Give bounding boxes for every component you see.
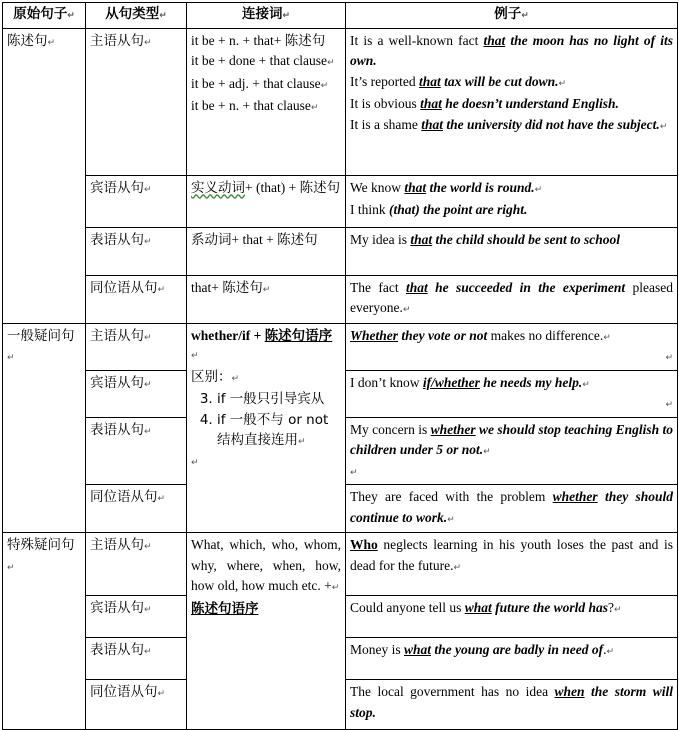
clause-type-cell: 表语从句↵: [86, 227, 187, 275]
header-row: [3, 3, 678, 29]
clause-type-cell: 宾语从句↵: [86, 175, 187, 227]
table-row: [3, 175, 678, 227]
table-row: [3, 275, 678, 323]
connector-cell: it be + n. + that+ 陈述句 it be + done + that clause↵ it be + adj. + that clause↵ it be + n. + that clause↵: [187, 28, 346, 175]
example-cell: Money is what the young are badly in need of.↵: [346, 638, 678, 680]
list-item: 3. if 一般只引导宾从: [217, 389, 341, 410]
example-cell: Whether they vote or not makes no difference.↵ ↵: [346, 323, 678, 370]
example-cell: The fact that he succeeded in the experiment pleased everyone.↵: [346, 275, 678, 323]
grammar-table: [2, 2, 678, 730]
difference-list: [191, 389, 341, 453]
example-cell: Could anyone tell us what future the world has?↵: [346, 596, 678, 638]
example-cell: My concern is whether we should stop teaching English to children under 5 or not.↵ ↵: [346, 417, 678, 485]
clause-type-cell: 主语从句↵: [86, 28, 187, 175]
table-row: [3, 323, 678, 370]
example-cell: We know that the world is round.↵ I think (that) the point are right.: [346, 175, 678, 227]
connector-cell: 系动词+ that + 陈述句: [187, 227, 346, 275]
connector-cell-merged: whether/if + 陈述句语序 ↵ 区别：↵ 3. if 一般只引导宾从 4. if 一般不与 or not 结构直接连用↵ ↵: [187, 323, 346, 533]
table-row: [3, 533, 678, 596]
clause-type-cell: 主语从句↵: [86, 323, 187, 370]
header-connector: 连接词↵: [187, 3, 346, 29]
list-item: 4. if 一般不与 or not 结构直接连用↵: [217, 410, 341, 453]
clause-type-cell: 宾语从句↵: [86, 596, 187, 638]
header-original: 原始句子↵: [3, 3, 86, 29]
connector-cell: 实义动词+ (that) + 陈述句: [187, 175, 346, 227]
group-special-question: 特殊疑问句↵: [3, 533, 86, 730]
header-example: 例子↵: [346, 3, 678, 29]
clause-type-cell: 宾语从句↵: [86, 370, 187, 417]
group-declarative: 陈述句↵: [3, 28, 86, 323]
connector-cell: that+ 陈述句↵: [187, 275, 346, 323]
example-cell: Who neglects learning in his youth loses the past and is dead for the future.↵: [346, 533, 678, 596]
example-cell: They are faced with the problem whether they should continue to work.↵: [346, 485, 678, 533]
table-row: [3, 227, 678, 275]
group-general-question: 一般疑问句↵: [3, 323, 86, 533]
clause-type-cell: 表语从句↵: [86, 417, 187, 485]
connector-cell-merged: What, which, who, whom, why, where, when, how, how old, how much etc. +↵ 陈述句语序: [187, 533, 346, 730]
clause-type-cell: 主语从句↵: [86, 533, 187, 596]
example-cell: It is a well-known fact that the moon has no light of its own. It’s reported that tax will be cut down.↵ It is obvious that he doesn’t understand English. It is a shame that the university did not have the subject.↵: [346, 28, 678, 175]
example-cell: The local government has no idea when the storm will stop.: [346, 680, 678, 730]
header-clause-type: 从句类型↵: [86, 3, 187, 29]
example-cell: My idea is that the child should be sent to school: [346, 227, 678, 275]
clause-type-cell: 同位语从句↵: [86, 485, 187, 533]
clause-type-cell: 同位语从句↵: [86, 275, 187, 323]
clause-type-cell: 同位语从句↵: [86, 680, 187, 730]
table-row: [3, 28, 678, 175]
example-cell: I don’t know if/whether he needs my help.↵ ↵: [346, 370, 678, 417]
clause-type-cell: 表语从句↵: [86, 638, 187, 680]
